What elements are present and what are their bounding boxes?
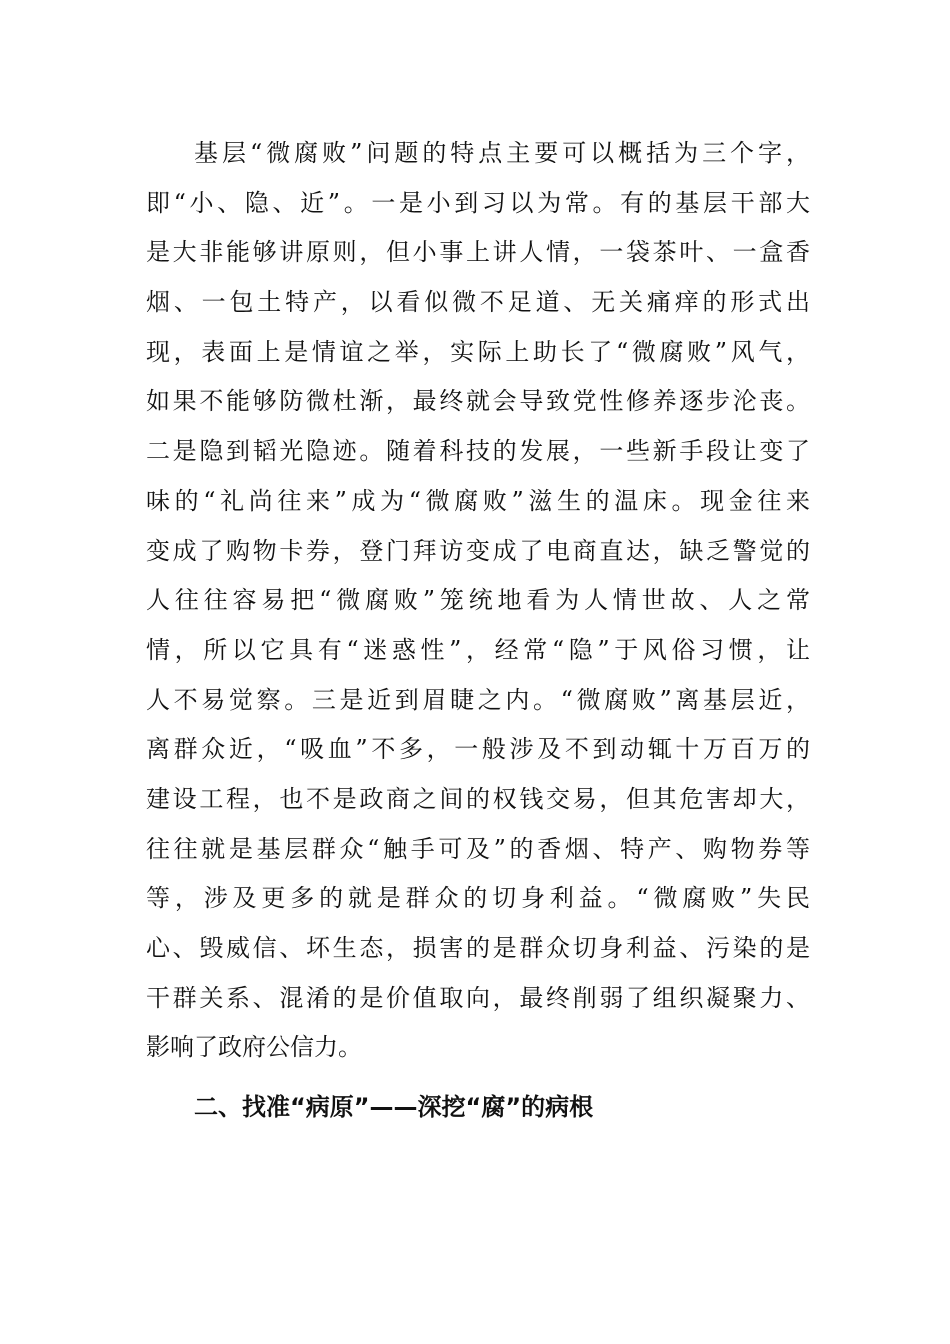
- paragraph-line: 影响了政府公信力。: [146, 1033, 362, 1062]
- paragraph-line: 心、毁威信、坏生态，损害的是群众切身利益、污染的是: [146, 934, 810, 962]
- paragraph-line: 即“小、隐、近”。一是小到习以为常。有的基层干部大: [146, 188, 810, 217]
- paragraph-line: 干群关系、混淆的是价值取向，最终削弱了组织凝聚力、: [146, 983, 810, 1012]
- paragraph-line: 离群众近，“吸血”不多，一般涉及不到动辄十万百万的: [146, 735, 810, 764]
- paragraph-line: 味的“礼尚往来”成为“微腐败”滋生的温床。现金往来: [146, 486, 810, 515]
- paragraph-line: 如果不能够防微杜渐，最终就会导致党性修养逐步沦丧。: [146, 387, 810, 416]
- paragraph-line: 建设工程，也不是政商之间的权钱交易，但其危害却大，: [146, 784, 810, 813]
- paragraph-line: 人往往容易把“微腐败”笼统地看为人情世故、人之常: [146, 586, 810, 615]
- paragraph-line: 往往就是基层群众“触手可及”的香烟、特产、购物券等: [146, 834, 810, 863]
- section-heading: 二、找准“病原”——深挖“腐”的病根: [194, 1093, 594, 1121]
- paragraph-line: 二是隐到韬光隐迹。随着科技的发展，一些新手段让变了: [146, 437, 810, 466]
- paragraph-line: 是大非能够讲原则，但小事上讲人情，一袋茶叶、一盒香: [146, 238, 810, 267]
- paragraph-line: 等，涉及更多的就是群众的切身利益。“微腐败”失民: [146, 884, 810, 913]
- paragraph-line: 现，表面上是情谊之举，实际上助长了“微腐败”风气，: [146, 337, 810, 366]
- paragraph-line: 烟、一包土特产，以看似微不足道、无关痛痒的形式出: [146, 288, 810, 317]
- body-paragraph: [146, 129, 810, 1073]
- paragraph-line: 情，所以它具有“迷惑性”，经常“隐”于风俗习惯，让: [146, 635, 810, 664]
- paragraph-line: 变成了购物卡券，登门拜访变成了电商直达，缺乏警觉的: [146, 536, 810, 565]
- paragraph-line: 人不易觉察。三是近到眉睫之内。“微腐败”离基层近，: [146, 685, 810, 714]
- paragraph-line: 基层“微腐败”问题的特点主要可以概括为三个字，: [194, 139, 810, 167]
